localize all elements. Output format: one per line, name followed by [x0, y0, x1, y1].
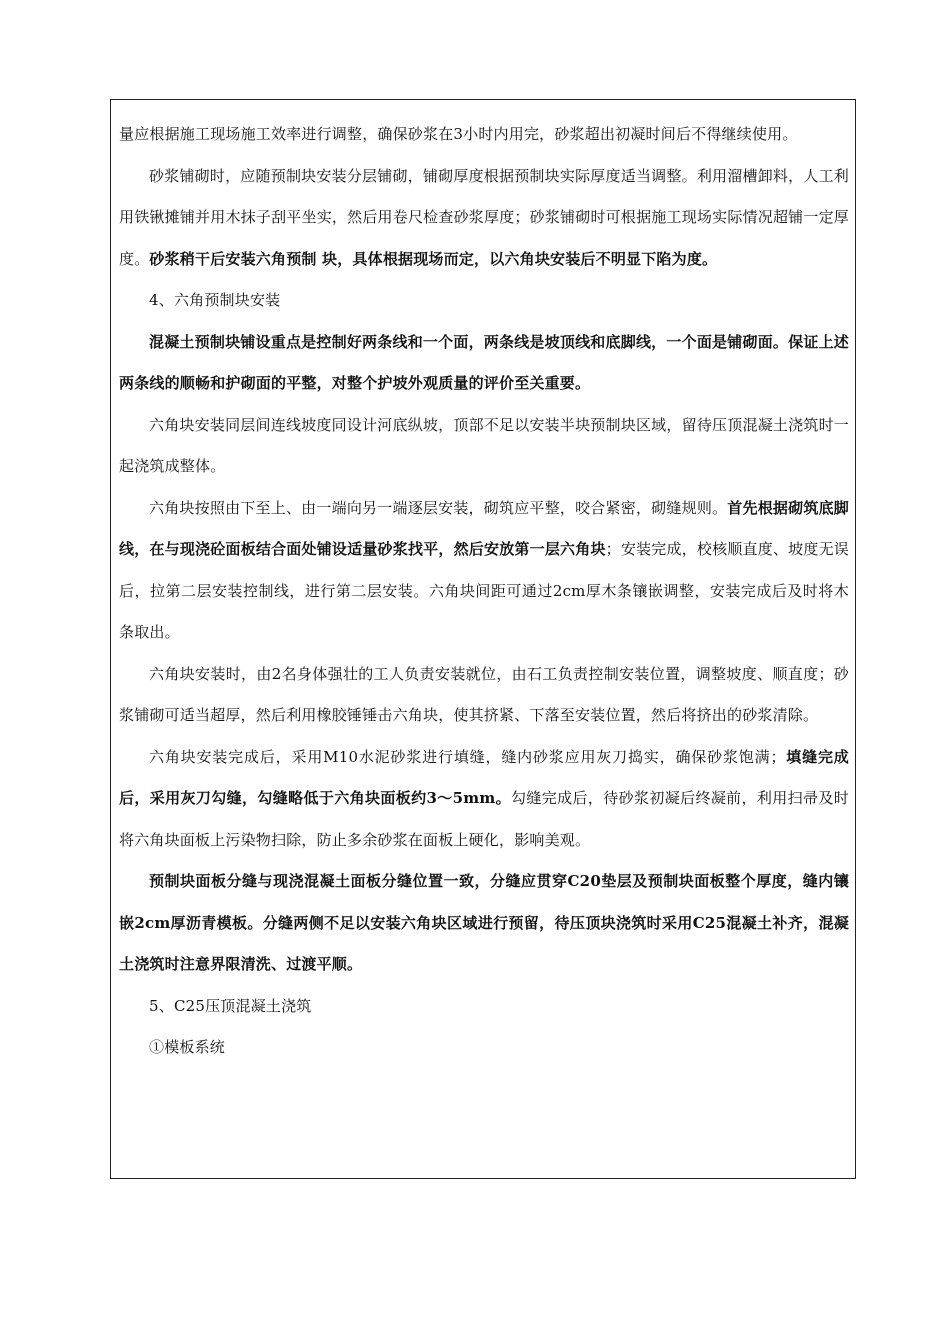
paragraph-4 — [119, 405, 849, 488]
section-heading-5 — [119, 986, 849, 1028]
text-run: ①模板系统 — [149, 1038, 226, 1056]
bold-text-run: 填缝完成后，采用灰刀勾缝，勾缝略低于六角块面板约3～5mm。 — [119, 747, 849, 807]
paragraph-7 — [119, 737, 849, 862]
paragraph-6 — [119, 654, 849, 737]
paragraph-8 — [119, 861, 849, 986]
bold-text-run: 混凝土预制块铺设重点是控制好两条线和一个面，两条线是坡顶线和底脚线，一个面是铺砌面。保证上述两条线的顺畅和护砌面的平整，对整个护坡外观质量的评价至关重要。 — [119, 332, 849, 392]
text-run: 勾缝完成后，待砂浆初凝后终凝前，利用扫帚及时将六角块面板上污染物扫除，防止多余砂浆在面板上硬化，影响美观。 — [119, 789, 849, 849]
paragraph-3 — [119, 322, 849, 405]
text-run: 5、C25压顶混凝土浇筑 — [149, 996, 312, 1015]
bold-text-run: 预制块面板分缝与现浇混凝土面板分缝位置一致，分缝应贯穿C20垫层及预制块面板整个厚度，缝内镶嵌2cm厚沥青模板。分缝两侧不足以安装六角块区域进行预留，待压顶块浇筑时采用C25混凝土补齐，混凝土浇筑时注意界限清洗、过渡平顺。 — [119, 872, 849, 973]
text-run: 砂浆铺砌时，应随预制块安装分层铺砌，铺砌厚度根据预制块实际厚度适当调整。利用溜槽卸料，人工利用铁锹摊铺并用木抹子刮平坐实，然后用卷尺检查砂浆厚度；砂浆铺砌时可根据施工现场实际情况超铺一定厚度。 — [119, 166, 849, 268]
text-run: 六角块按照由下至上、由一端向另一端逐层安装，砌筑应平整，咬合紧密，砌缝规则。 — [149, 498, 728, 517]
subsection-heading — [119, 1027, 849, 1069]
bold-text-run: 首先根据砌筑底脚线，在与现浇砼面板结合面处铺设适量砂浆找平，然后安放第一层六角块 — [119, 498, 849, 558]
bold-text-run: 砂浆稍干后安装六角预制 块，具体根据现场而定，以六角块安装后不明显下陷为度。 — [149, 249, 718, 268]
section-heading-4 — [119, 280, 849, 322]
paragraph-2 — [119, 156, 849, 281]
text-run: 4、六角预制块安装 — [149, 291, 281, 309]
text-run: 六角块安装时，由2名身体强壮的工人负责安装就位，由石工负责控制安装位置，调整坡度、顺直度；砂浆铺砌可适当超厚，然后利用橡胶锤锤击六角块，使其挤紧、下落至安装位置，然后将挤出的砂浆清除。 — [119, 664, 849, 724]
paragraph-5 — [119, 488, 849, 654]
text-run: 六角块安装同层间连线坡度同设计河底纵坡，顶部不足以安装半块预制块区域，留待压顶混凝土浇筑时一起浇筑成整体。 — [119, 415, 849, 475]
text-run: 六角块安装完成后，采用M10水泥砂浆进行填缝，缝内砂浆应用灰刀捣实，确保砂浆饱满； — [149, 747, 786, 766]
document-body — [119, 114, 849, 1069]
text-run: ；安装完成，校核顺直度、坡度无误后，拉第二层安装控制线，进行第二层安装。六角块间距可通过2cm厚木条镶嵌调整，安装完成后及时将木条取出。 — [119, 540, 849, 641]
paragraph-1 — [119, 114, 849, 156]
text-run: 量应根据施工现场施工效率进行调整，确保砂浆在3小时内用完，砂浆超出初凝时间后不得继续使用。 — [119, 125, 798, 143]
